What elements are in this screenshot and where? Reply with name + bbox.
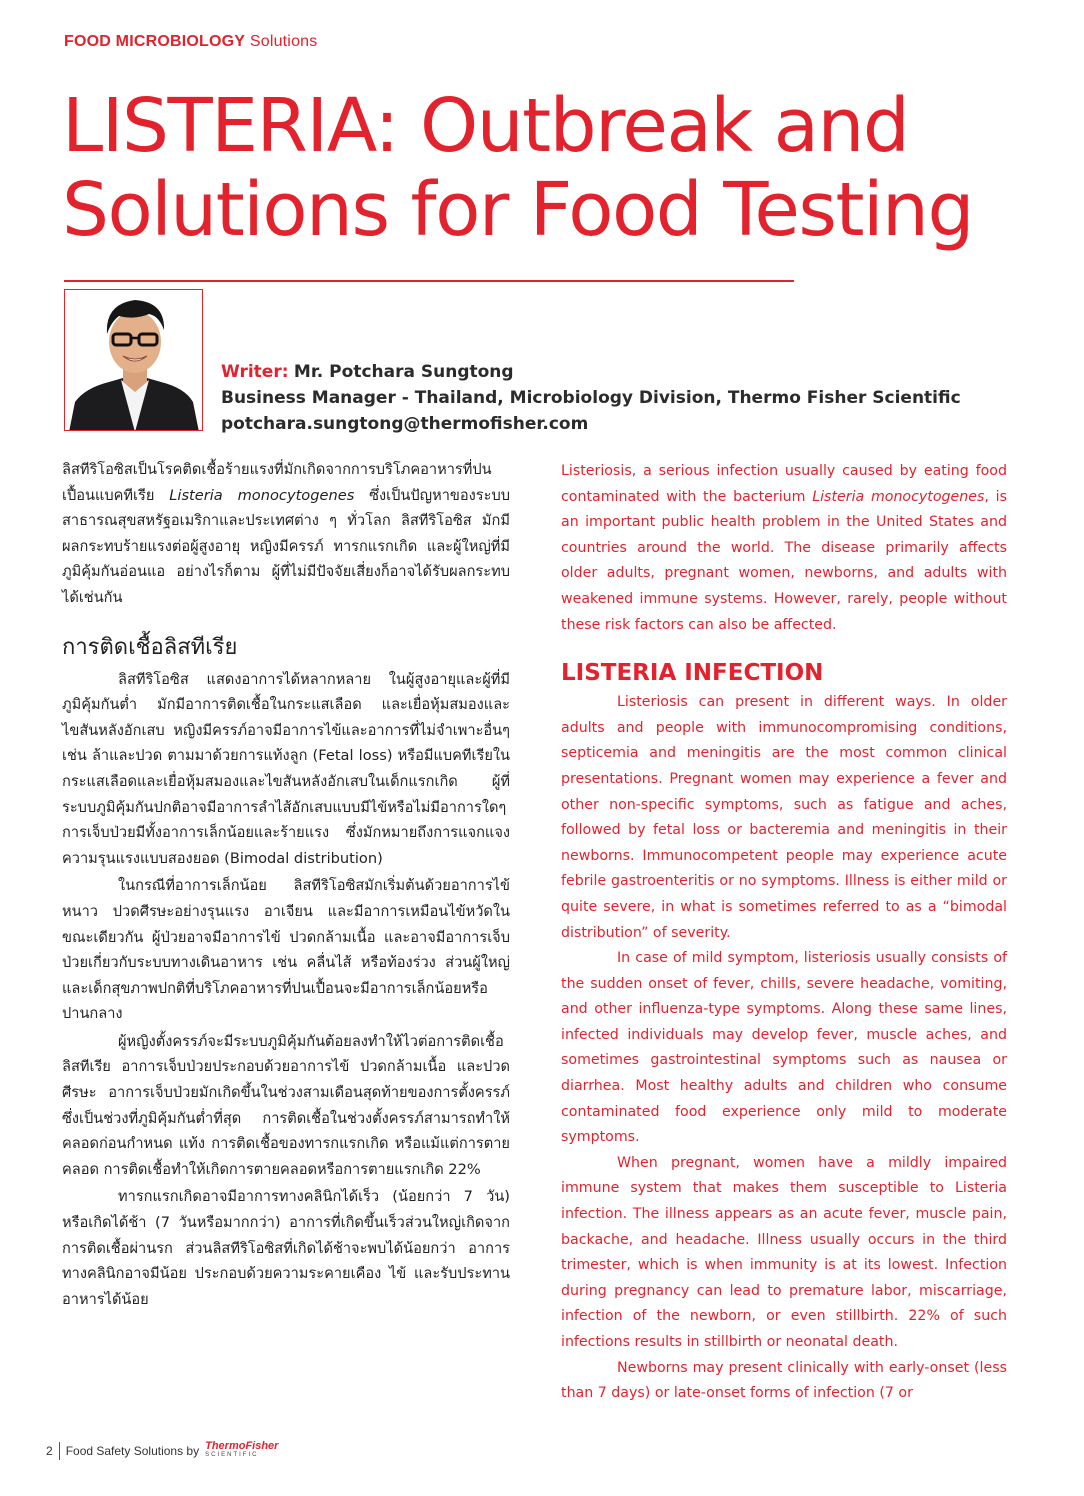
- page-footer: [46, 1440, 278, 1462]
- thai-paragraph-1: ลิสทีริโอซิส แสดงอาการได้หลากหลาย ในผู้สูงอายุและผู้ที่มีภูมิคุ้มกันต่ำ มักมีอาการติดเชื้อในกระแสเลือด และเยื่อหุ้มสมองและไขสันหลังอักเสบ หญิงมีครรภ์อาจมีอาการไข้และอาการที่ไม่จำเพาะอื่นๆ เช่น ล้าและปวด ตามมาด้วยการแท้งลูก (Fetal loss) หรือมีแบคทีเรียในกระแสเลือดและเยื่อหุ้มสมองและไขสันหลังอักเสบในเด็กแรกเกิด ผู้ที่ระบบภูมิคุ้มกันปกติอาจมีอาการลำไส้อักเสบแบบมีไข้หรือไม่มีอาการใดๆ การเจ็บป่วยมีทั้งอาการเล็กน้อยและร้ายแรง ซึ่งมักหมายถึงการแจกแจงความรุนแรงแบบสองยอด (Bimodal distribution): [62, 670, 510, 867]
- thai-intro: [62, 457, 510, 611]
- english-section-heading: LISTERIA INFECTION: [561, 660, 824, 687]
- thai-paragraph-3: ผู้หญิงตั้งครรภ์จะมีระบบภูมิคุ้มกันต้อยลงทำให้ไวต่อการติดเชื้อลิสทีเรีย อาการเจ็บป่วยประกอบด้วยอาการไข้ ปวดกล้ามเนื้อ และปวดศีรษะ อาการเจ็บป่วยมักเกิดขึ้นในช่วงสามเดือนสุดท้ายของการตั้งครรภ์ ซึ่งเป็นช่วงที่ภูมิคุ้มกันต่ำที่สุด การติดเชื้อในช่วงตั้งครรภ์สามารถทำให้คลอดก่อนกำหนด แท้ง การติดเชื้อของทารกแรกเกิด หรือแม้แต่การตายคลอด การติดเชื้อทำให้เกิดการตายคลอดหรือการตายแรกเกิด 22%: [62, 1032, 510, 1178]
- title-line-1: LISTERIA: Outbreak and: [62, 83, 909, 169]
- english-column: [561, 459, 1007, 1407]
- page-number: 2: [46, 1444, 53, 1458]
- writer-label: Writer:: [221, 362, 289, 382]
- title-divider: [64, 280, 794, 282]
- title-line-2: Solutions for Food Testing: [62, 167, 973, 253]
- english-paragraph-1: Listeriosis can present in different ways. In older adults and people with immunocompromising conditions, septicemia and meningitis are the most common clinical presentations. Pregnant women may experience a fever and other non-specific symptoms, such as fatigue and aches, followed by fetal loss or bacteremia and meningitis in their newborns. Immunocompetent people may experience acute febrile gastroenteritis or no symptoms. Illness is either mild or quite severe, in what is sometimes referred to as a “bimodal distribution” of severity.: [561, 694, 1007, 941]
- publication-name: Food Safety Solutions by: [65, 1444, 200, 1458]
- writer-name: Mr. Potchara Sungtong: [293, 362, 514, 382]
- author-info: [221, 359, 961, 437]
- brand-line-1: ThermoFisher: [205, 1440, 279, 1452]
- english-intro: [561, 459, 1007, 638]
- writer-position: Business Manager - Thailand, Microbiology Division, Thermo Fisher Scientific: [221, 388, 961, 408]
- author-photo: [64, 289, 203, 431]
- english-intro-species: Listeria monocytogenes: [812, 488, 985, 505]
- thai-column: [62, 457, 510, 1312]
- section-tag-bold: FOOD MICROBIOLOGY: [64, 33, 246, 50]
- article-title: [62, 84, 973, 252]
- writer-email[interactable]: potchara.sungtong@thermofisher.com: [221, 414, 589, 434]
- thai-paragraph-2: ในกรณีที่อาการเล็กน้อย ลิสทีริโอซิสมักเริ่มต้นด้วยอาการไข้หนาว ปวดศีรษะอย่างรุนแรง อาเจียน และมีอาการเหมือนไข้หวัดในขณะเดียวกัน ผู้ป่วยอาจมีอาการไข้ ปวดกล้ามเนื้อ และอาจมีอาการเจ็บป่วยเกี่ยวกับระบบทางเดินอาหาร เช่น คลื่นไส้ หรือท้องร่วง ส่วนผู้ใหญ่และเด็กสุขภาพปกติที่บริโภคอาหารที่ปนเปื้อนจะมีอาการเล็กน้อยหรือปานกลาง: [62, 877, 510, 1023]
- english-intro-text-b: , is an important public health problem in the United States and countries around the world. The disease primarily affects older adults, pregnant women, newborns, and adults with weakened immune systems. However, rarely, people without these risk factors can also be affected.: [561, 488, 1007, 633]
- english-paragraph-3: When pregnant, women have a mildly impaired immune system that makes them susceptible to Listeria infection. The illness appears as an acute fever, muscle pain, backache, and headache. Illness usually occurs in the third trimester, which is when immunity is at its lowest. Infection during pregnancy can lead to premature labor, miscarriage, infection of the newborn, or even stillbirth. 22% of such infections results in stillbirth or neonatal death.: [561, 1154, 1007, 1350]
- thai-intro-text-b: ซึ่งเป็นปัญหาของระบบสาธารณสุขสหรัฐอเมริกาและประเทศต่าง ๆ ทั่วโลก ลิสทีริโอซิส มักมีผลกระทบร้ายแรงต่อผู้สูงอายุ หญิงมีครรภ์ ทารกแรกเกิด และผู้ใหญ่ที่มีภูมิคุ้มกันอ่อนแอ อย่างไรก็ตาม ผู้ที่ไม่มีปัจจัยเสี่ยงก็อาจได้รับผลกระทบได้เช่นกัน: [62, 486, 510, 606]
- english-paragraph-2: In case of mild symptom, listeriosis usually consists of the sudden onset of fever, chills, severe headache, vomiting, and other influenza-type symptoms. Along these same lines, infected individuals may develop fever, muscle aches, and sometimes gastrointestinal symptoms such as nausea or diarrhea. Most healthy adults and children who consume contaminated food experience only mild to moderate symptoms.: [561, 950, 1007, 1146]
- section-tag-normal: Solutions: [249, 33, 318, 50]
- thai-intro-text-a: ลิสทีริโอซิสเป็นโรคติดเชื้อร้ายแรงที่มักเกิดจากการบริโภคอาหารที่ปนเปื้อนแบคทีเรีย: [62, 461, 492, 504]
- section-tag: [64, 33, 317, 51]
- english-paragraph-4: Newborns may present clinically with early-onset (less than 7 days) or late-onset forms of infection (7 or: [561, 1359, 1007, 1402]
- english-intro-text-a: Listeriosis, a serious infection usually caused by eating food contaminated with the bacterium: [561, 463, 1007, 505]
- thai-paragraph-4: ทารกแรกเกิดอาจมีอาการทางคลินิกได้เร็ว (น้อยกว่า 7 วัน) หรือเกิดได้ช้า (7 วันหรือมากกว่า) อาการที่เกิดขึ้นเร็วส่วนใหญ่เกิดจากการติดเชื้อผ่านรก ส่วนลิสทีริโอซิสที่เกิดได้ช้าจะพบได้น้อยกว่า อาการทางคลินิกอาจมีน้อย ประกอบด้วยความระคายเคือง ไข้ และรับประทานอาหารได้น้อย: [62, 1188, 510, 1308]
- author-portrait-icon: [65, 290, 203, 431]
- footer-divider: [59, 1442, 60, 1460]
- thai-intro-species: Listeria monocytogenes: [169, 486, 355, 504]
- brand-line-2: SCIENTIFIC: [205, 1452, 259, 1458]
- thermofisher-logo: [205, 1442, 278, 1460]
- thai-section-heading: การติดเชื้อลิสทีเรีย: [62, 634, 238, 660]
